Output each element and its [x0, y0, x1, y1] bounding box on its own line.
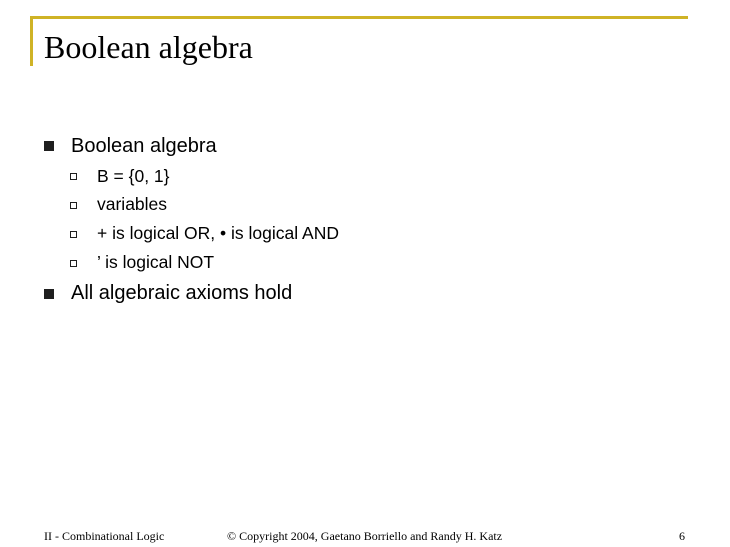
bullet-square-icon	[44, 289, 54, 299]
sub-bullet-square-icon	[70, 231, 77, 238]
sub-bullet-text: variables	[97, 194, 168, 214]
sub-bullet-square-icon	[70, 260, 77, 267]
bullet-square-icon	[44, 141, 54, 151]
slide-title: Boolean algebra	[44, 29, 253, 65]
footer-copyright: © Copyright 2004, Gaetano Borriello and Randy H. Katz	[227, 529, 503, 543]
sub-bullet-square-icon	[70, 173, 77, 180]
sub-bullet-text: ’ is logical NOT	[97, 252, 215, 272]
bullet-text: Boolean algebra	[71, 135, 217, 157]
bullet-text: All algebraic axioms hold	[71, 282, 293, 304]
footer-course-label: II - Combinational Logic	[44, 529, 165, 543]
sub-bullet-square-icon	[70, 202, 77, 209]
sub-bullet-text: + is logical OR, • is logical AND	[97, 223, 339, 243]
sub-bullet-text: B = {0, 1}	[97, 166, 170, 186]
footer-page-number: 6	[679, 529, 685, 543]
